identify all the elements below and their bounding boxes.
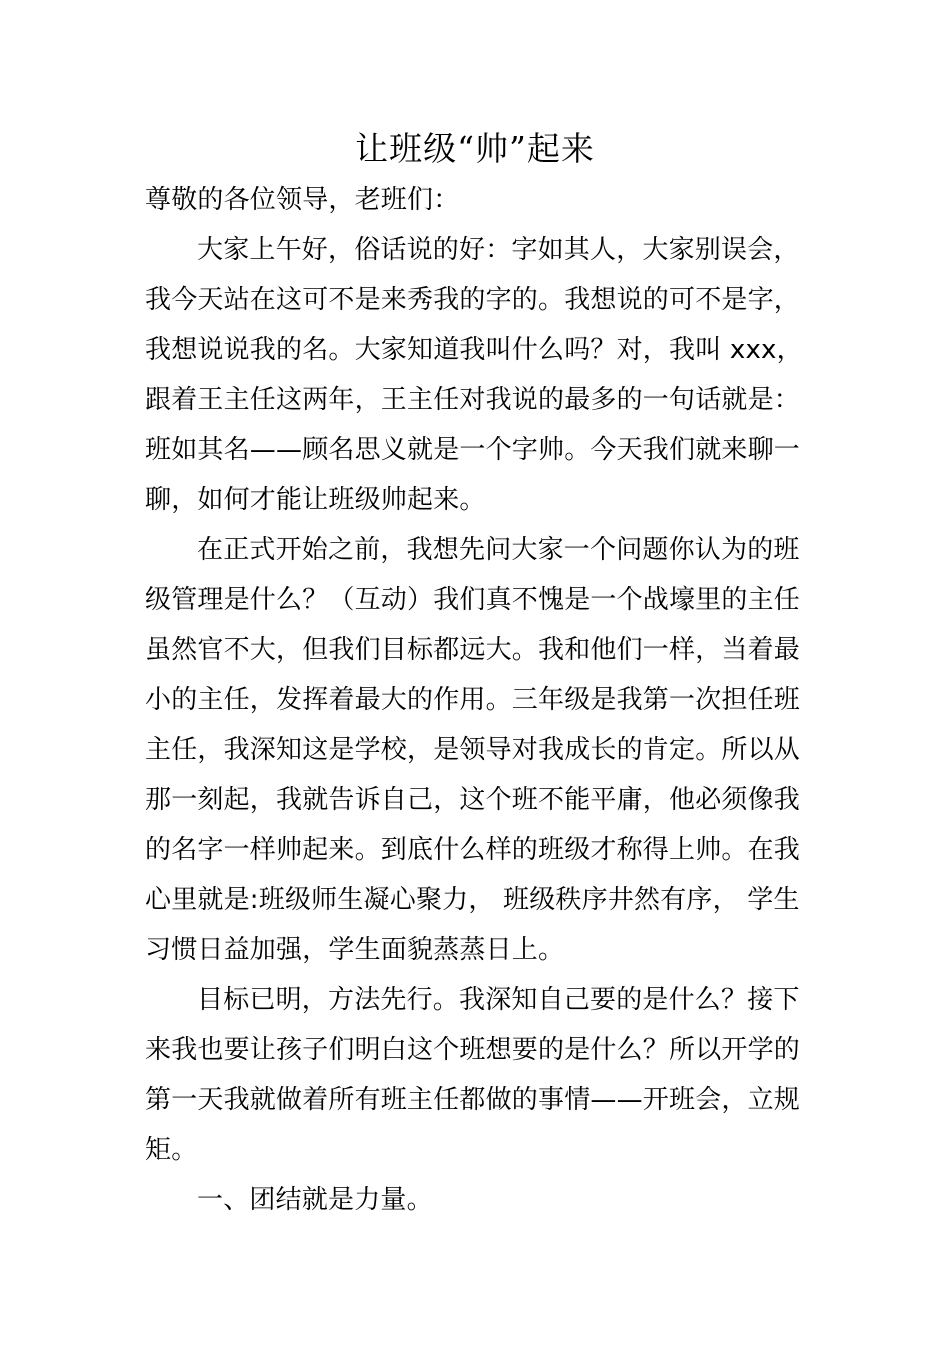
text-line: 级管理是什么？（互动）我们真不愧是一个战壕里的主任 <box>145 585 801 615</box>
text-line: 来我也要让孩子们明白这个班想要的是什么？所以开学的 <box>145 1035 801 1065</box>
text-line: 习惯日益加强，学生面貌蒸蒸日上。 <box>145 935 565 965</box>
text-line: 矩。 <box>145 1135 198 1165</box>
text-line: 目标已明，方法先行。我深知自己要的是什么？接下 <box>197 985 800 1015</box>
text-line: 班如其名——顾名思义就是一个字帅。今天我们就来聊一 <box>145 435 801 465</box>
text-line: 的名字一样帅起来。到底什么样的班级才称得上帅。在我 <box>145 835 801 865</box>
text-line: 虽然官不大，但我们目标都远大。我和他们一样，当着最 <box>145 635 801 665</box>
text-line: 我想说说我的名。大家知道我叫什么吗？对，我叫 xxx， <box>145 335 803 365</box>
section-heading: 一、团结就是力量。 <box>197 1185 433 1215</box>
text-line: 主任，我深知这是学校，是领导对我成长的肯定。所以从 <box>145 735 801 765</box>
text-line: 心里就是:班级师生凝心聚力， 班级秩序井然有序， 学生 <box>145 885 800 915</box>
document-title: 让班级“帅”起来 <box>355 129 595 168</box>
text-line: 在正式开始之前，我想先问大家一个问题你认为的班 <box>197 535 800 565</box>
text-line: 我今天站在这可不是来秀我的字的。我想说的可不是字， <box>145 285 801 315</box>
text-line: 小的主任，发挥着最大的作用。三年级是我第一次担任班 <box>145 685 801 715</box>
text-line: 那一刻起，我就告诉自己，这个班不能平庸，他必须像我 <box>145 785 801 815</box>
text-line: 大家上午好，俗话说的好：字如其人，大家别误会， <box>197 235 800 265</box>
text-line: 第一天我就做着所有班主任都做的事情——开班会，立规 <box>145 1085 801 1115</box>
salutation: 尊敬的各位领导，老班们： <box>145 185 460 215</box>
text-line: 聊，如何才能让班级帅起来。 <box>145 485 486 515</box>
text-line: 跟着王主任这两年，王主任对我说的最多的一句话就是： <box>145 385 801 415</box>
